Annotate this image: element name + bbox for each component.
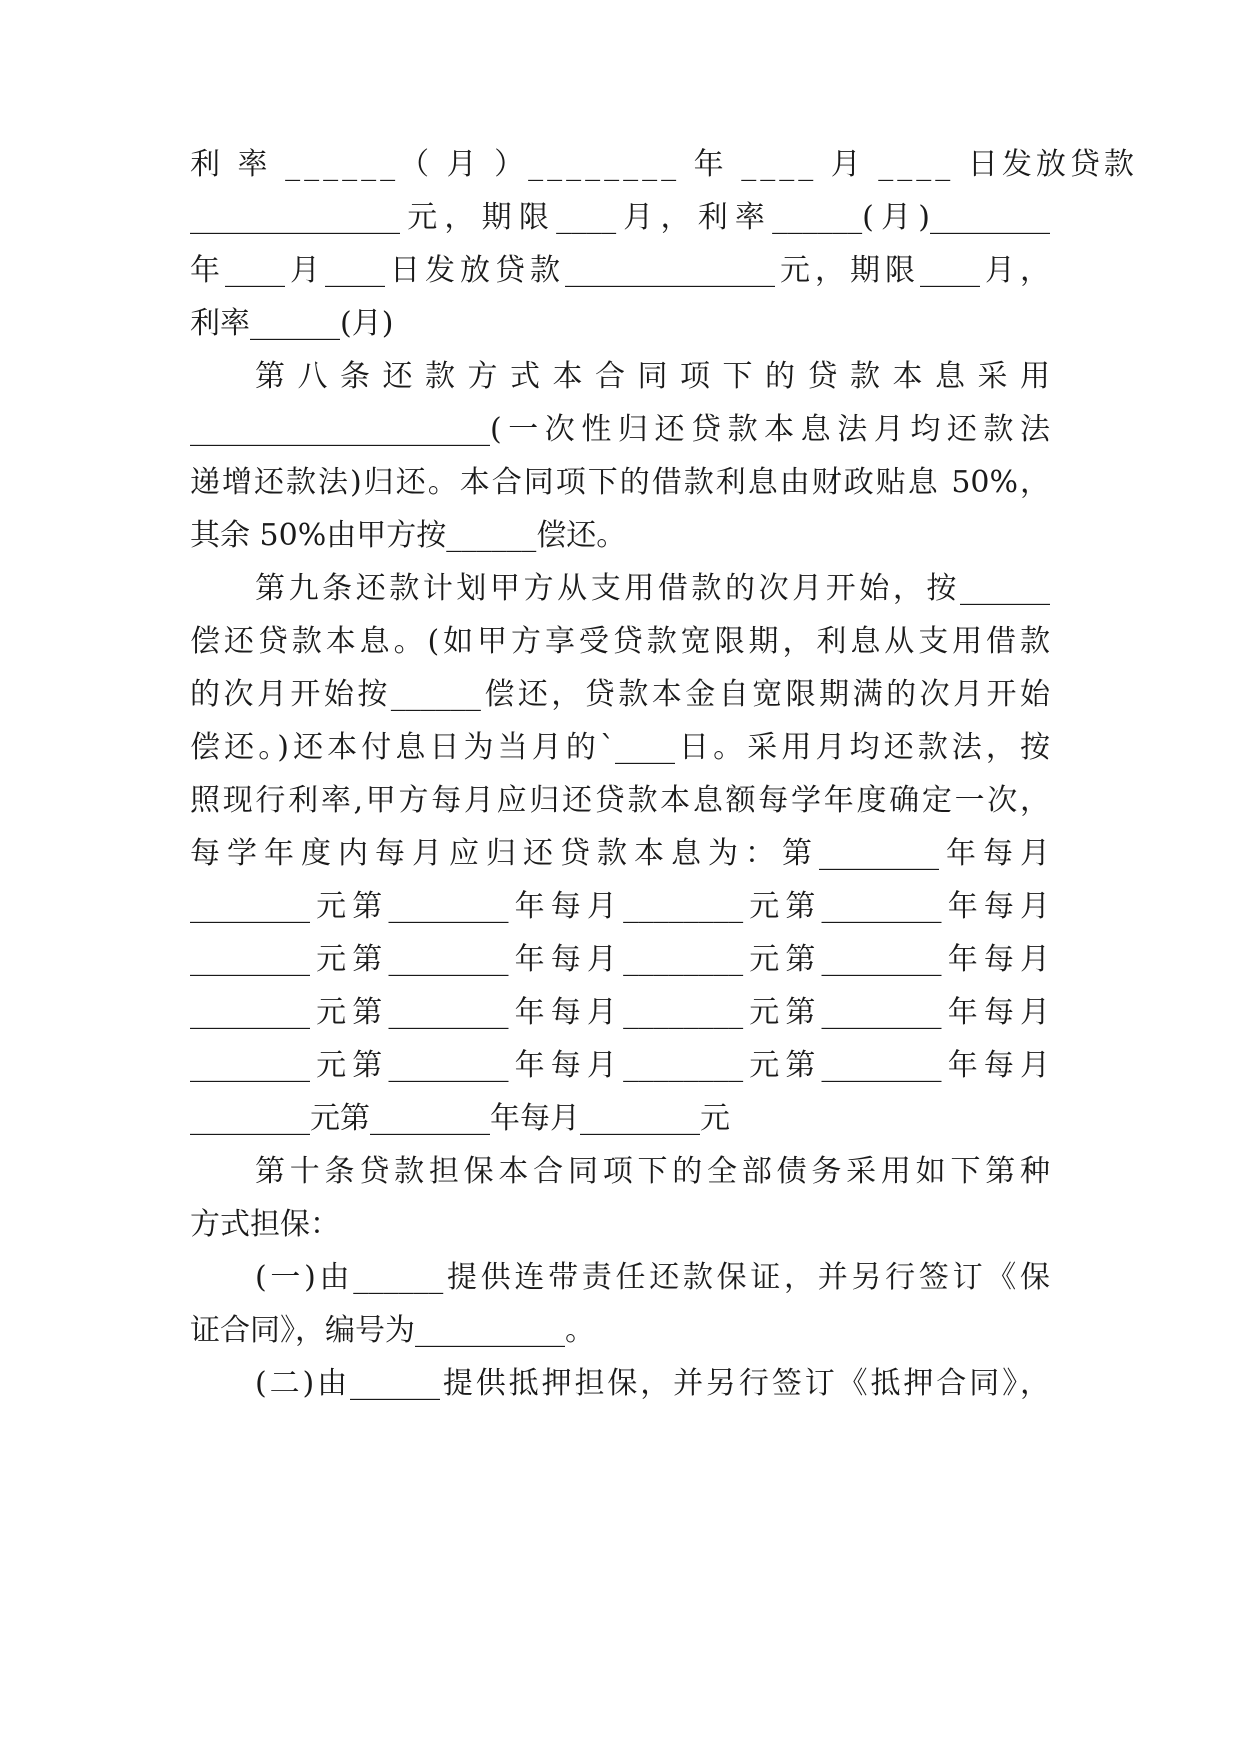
text-line: 每学年度内每月应归还贷款本息为：第________年每月 (190, 836, 1050, 871)
text-line: 的次月开始按______偿还，贷款本金自宽限期满的次月开始 (190, 677, 1050, 712)
text-line: 递增还款法)归还。本合同项下的借款利息由财政贴息 50%， (190, 465, 1050, 500)
text-line: ________元第________年每月________元第________年每月 (190, 995, 1050, 1030)
text-line: 利率______(月) (190, 306, 394, 341)
text-line: 年____月____日发放贷款______________元，期限____月， (190, 253, 1050, 288)
text-line: 其余 50%由甲方按______偿还。 (190, 518, 627, 553)
text-line: (二)由______提供抵押担保，并另行签订《抵押合同》， (255, 1366, 1050, 1401)
text-line: 偿还贷款本息。(如甲方享受贷款宽限期，利息从支用借款 (190, 624, 1050, 659)
text-line: 第九条还款计划甲方从支用借款的次月开始，按______ (255, 571, 1050, 606)
text-line: ______________元，期限____月，利率______(月)________ (190, 200, 1050, 235)
text-line: 方式担保： (190, 1207, 340, 1242)
text-line: ________元第________年每月________元 (190, 1101, 730, 1136)
text-line: ________元第________年每月________元第________年每月 (190, 889, 1050, 924)
text-line: ________元第________年每月________元第________年每月 (190, 1048, 1050, 1083)
text-line: 证合同》，编号为__________。 (190, 1313, 595, 1348)
text-line: 第八条还款方式本合同项下的贷款本息采用 (255, 359, 1050, 394)
text-line: 偿还。)还本付息日为当月的`____日。采用月均还款法，按 (190, 730, 1050, 765)
text-line: ________元第________年每月________元第________年每月 (190, 942, 1050, 977)
text-line: 第十条贷款担保本合同项下的全部债务采用如下第种 (255, 1154, 1050, 1189)
text-line: 利 率 ______（ 月 ）________ 年 ____ 月 ____ 日发放贷款 (190, 147, 1138, 182)
text-line: 照现行利率,甲方每月应归还贷款本息额每学年度确定一次， (190, 783, 1050, 818)
text-line: ____________________(一次性归还贷款本息法月均还款法 (190, 412, 1050, 447)
text-line: (一)由______提供连带责任还款保证，并另行签订《保 (255, 1260, 1050, 1295)
